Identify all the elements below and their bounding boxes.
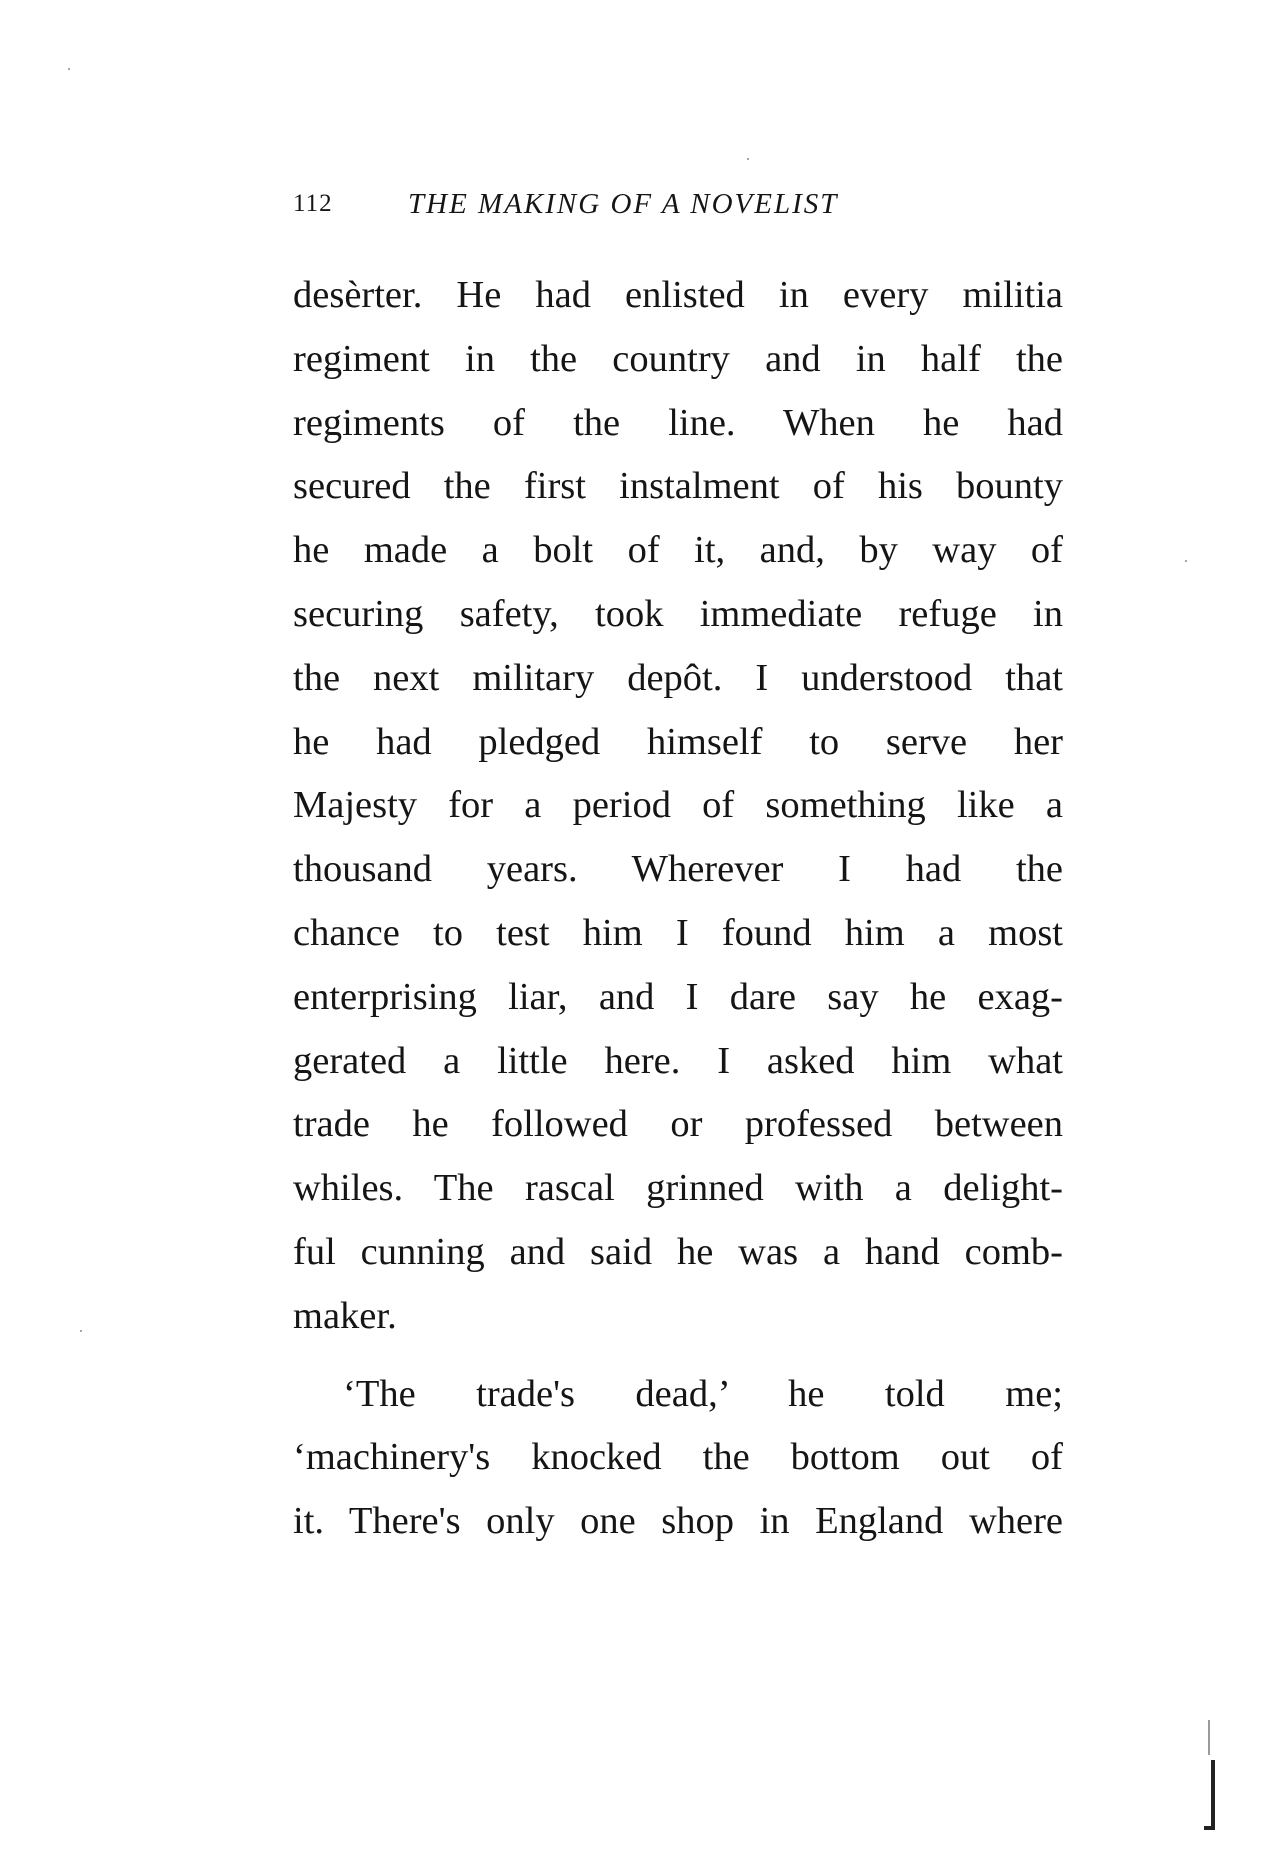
text-line: enterprising liar, and I dare say he exag- xyxy=(293,975,1063,1018)
text-line: ‘The trade's dead,’ he told me; xyxy=(343,1372,1063,1415)
paragraph-gap xyxy=(293,1349,1063,1363)
text-line: the next military depôt. I understood that xyxy=(293,656,1063,699)
text-line: Majesty for a period of something like a xyxy=(293,784,1063,827)
text-line: secured the first instalment of his bounty xyxy=(293,465,1063,508)
scan-edge-mark xyxy=(1208,1720,1210,1755)
scan-speck xyxy=(1185,560,1187,562)
running-title: THE MAKING OF A NOVELIST xyxy=(408,188,839,220)
scan-speck xyxy=(747,158,749,160)
text-line: thousand years. Wherever I had the xyxy=(293,848,1063,891)
text-line: ful cunning and said he was a hand comb- xyxy=(293,1230,1063,1273)
text-line: gerated a little here. I asked him what xyxy=(293,1039,1063,1082)
text-line: regiments of the line. When he had xyxy=(293,401,1063,444)
text-line: ‘machinery's knocked the bottom out of xyxy=(293,1436,1063,1479)
text-line: securing safety, took immediate refuge in xyxy=(293,592,1063,635)
text-line: chance to test him I found him a most xyxy=(293,911,1063,954)
running-head xyxy=(293,182,1063,226)
scan-speck xyxy=(68,68,70,70)
scan-edge-mark xyxy=(1204,1826,1215,1830)
body-text xyxy=(293,264,1063,1554)
text-line: he made a bolt of it, and, by way of xyxy=(293,529,1063,572)
text-line: trade he followed or professed between xyxy=(293,1103,1063,1146)
scan-edge-mark xyxy=(1211,1760,1215,1830)
page-number: 112 xyxy=(293,190,333,217)
scan-speck xyxy=(80,1330,82,1332)
text-line: it. There's only one shop in England where xyxy=(293,1500,1063,1543)
text-line: whiles. The rascal grinned with a delight- xyxy=(293,1167,1063,1210)
text-line: maker. xyxy=(293,1294,397,1337)
text-line: he had pledged himself to serve her xyxy=(293,720,1063,763)
text-line: regiment in the country and in half the xyxy=(293,337,1063,380)
text-line: desèrter. He had enlisted in every militia xyxy=(293,274,1063,316)
